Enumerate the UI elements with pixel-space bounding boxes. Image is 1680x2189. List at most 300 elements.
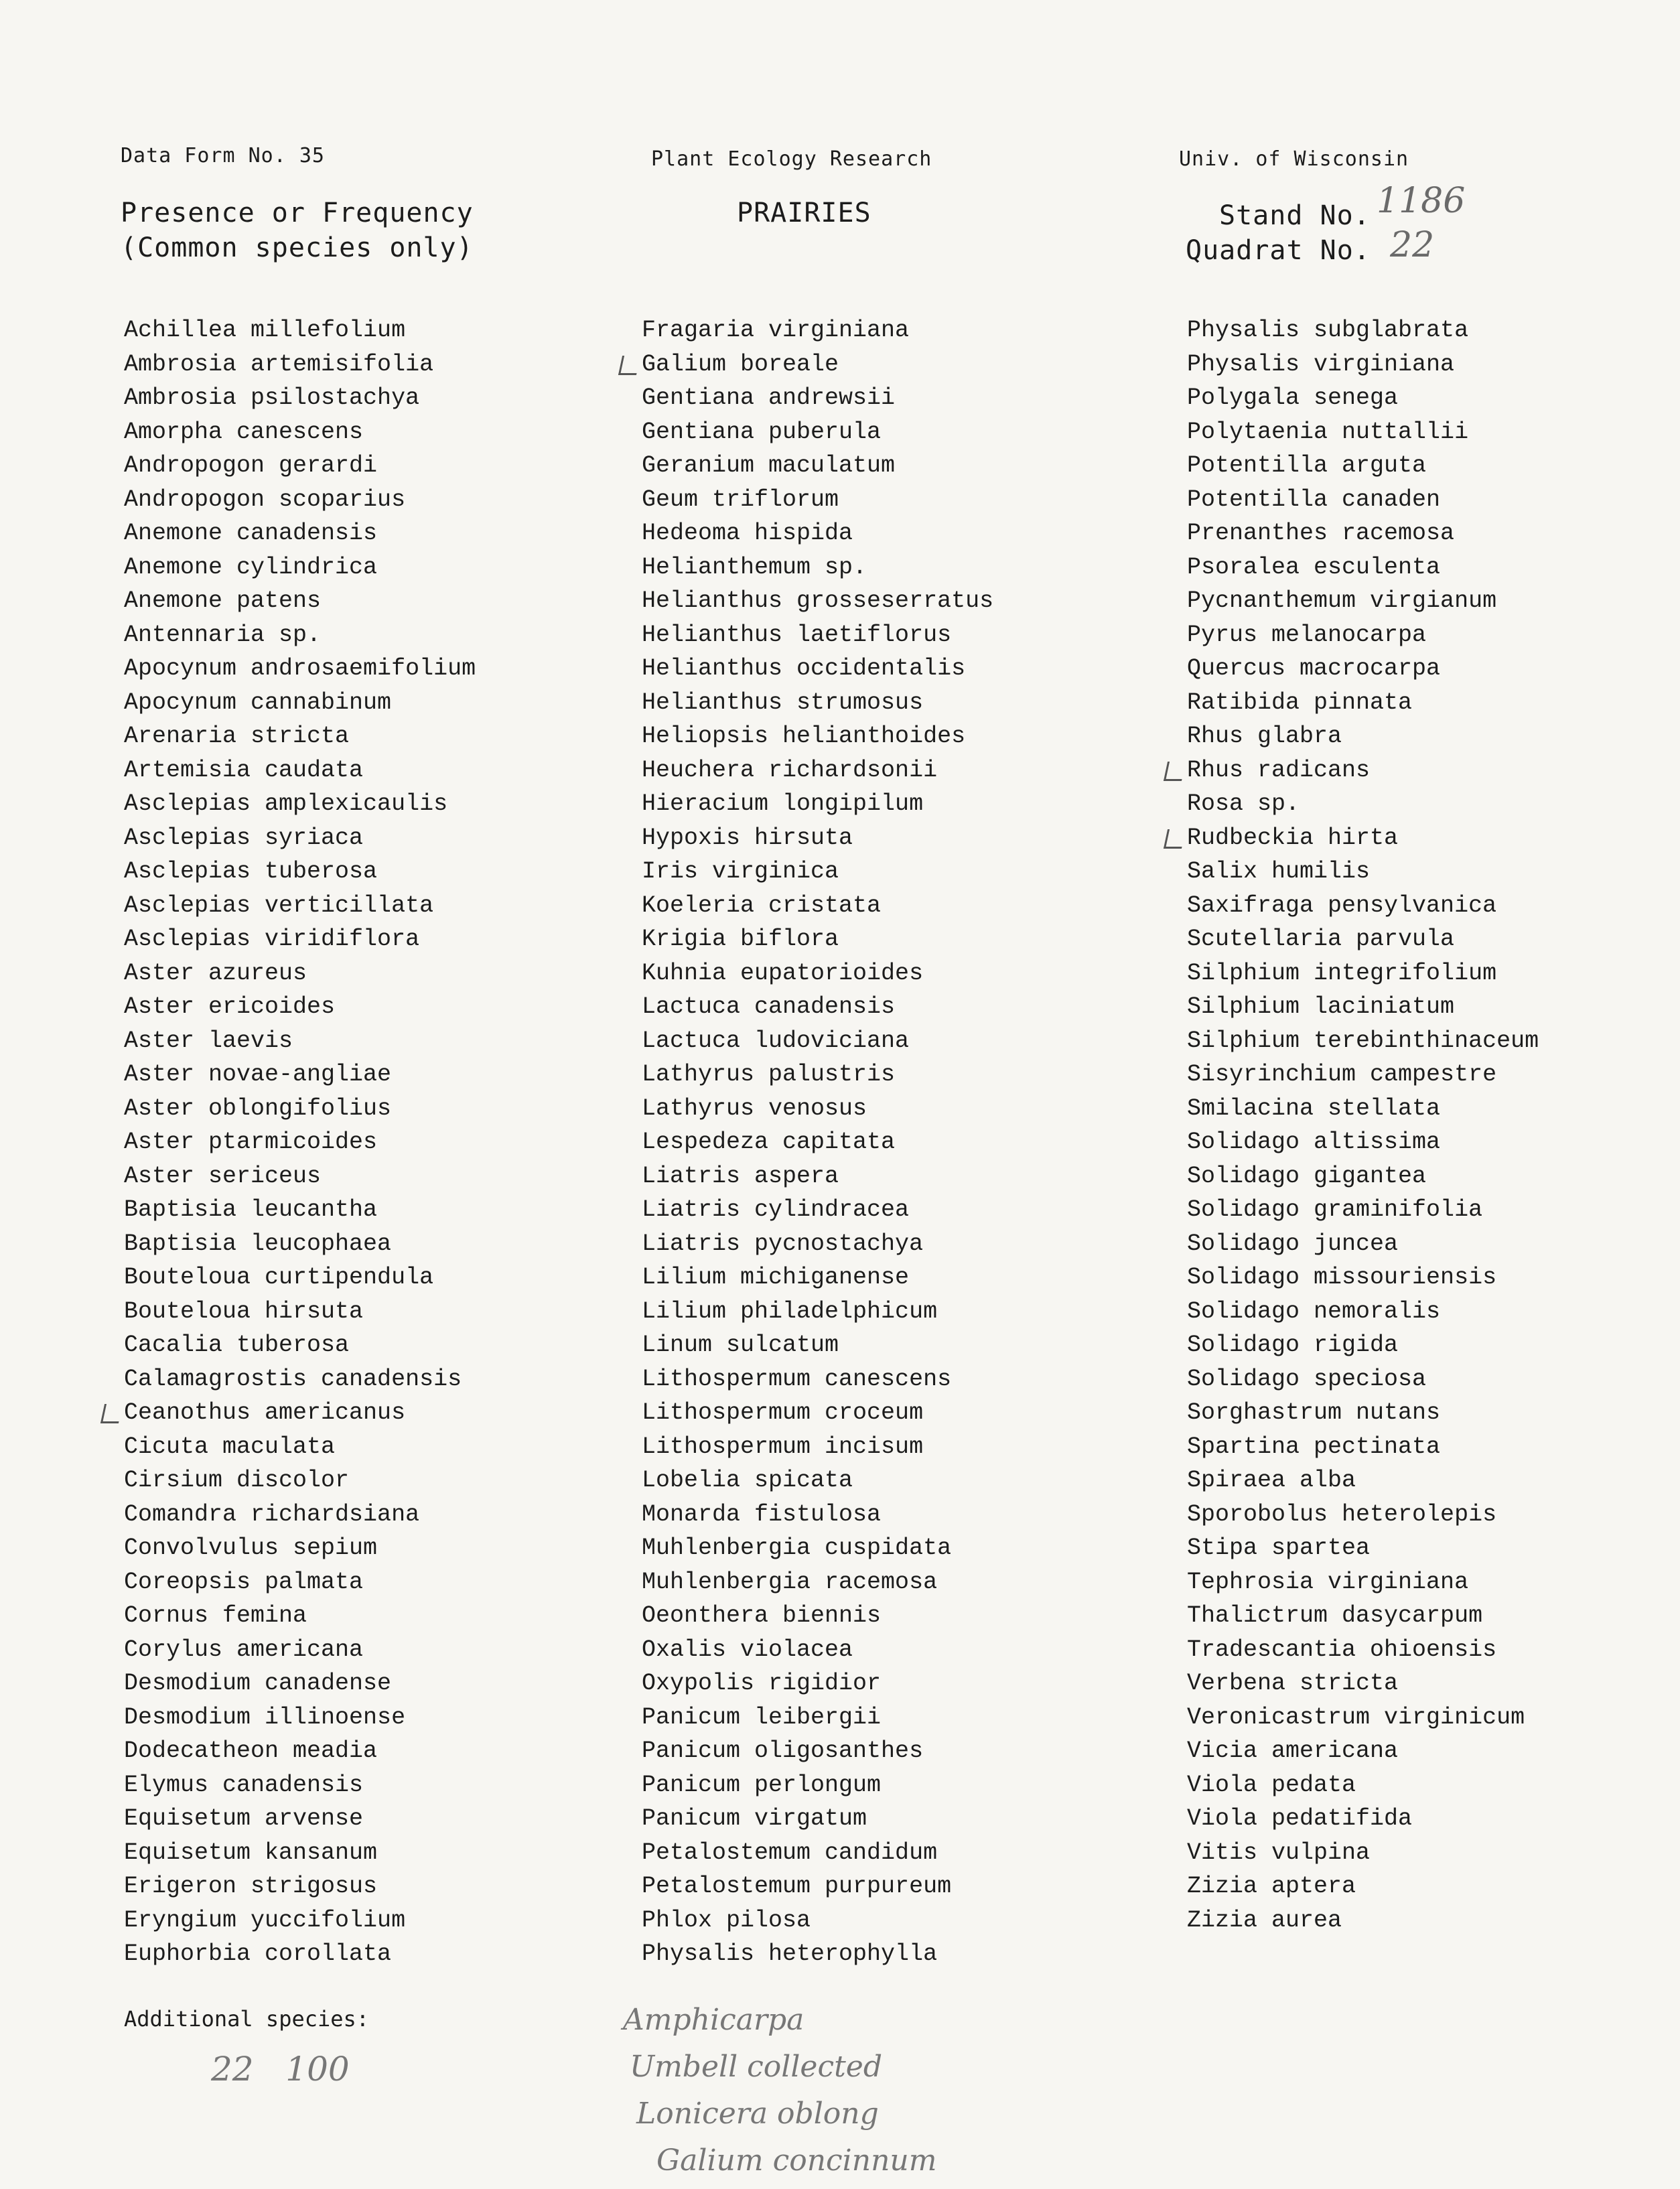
- species-name: Anemone cylindrica: [124, 553, 378, 581]
- species-item: [642, 957, 993, 991]
- stand-number: 1186: [1377, 181, 1466, 221]
- species-name: Tradescantia ohioensis: [1187, 1636, 1497, 1663]
- species-item: [642, 1869, 993, 1904]
- species-item: [642, 787, 993, 821]
- species-item: [1187, 449, 1539, 483]
- species-name: Rhus radicans: [1187, 756, 1371, 784]
- species-item: [1187, 1464, 1539, 1498]
- species-item: [1187, 1193, 1539, 1227]
- species-item: [1187, 1159, 1539, 1194]
- species-name: Solidago juncea: [1187, 1230, 1399, 1257]
- species-item: [1187, 1261, 1539, 1295]
- species-name: Liatris aspera: [642, 1162, 839, 1190]
- species-name: Ambrosia psilostachya: [124, 384, 420, 411]
- check-mark-icon: [1164, 762, 1186, 781]
- species-name: Artemisia caudata: [124, 756, 364, 784]
- species-item: [642, 516, 993, 551]
- species-name: Lilium michiganense: [642, 1264, 910, 1291]
- species-item: [124, 1531, 476, 1565]
- species-name: Koeleria cristata: [642, 892, 882, 919]
- species-name: Liatris cylindracea: [642, 1196, 910, 1223]
- species-item: [124, 754, 476, 788]
- species-item: [642, 1295, 993, 1329]
- species-name: Lithospermum croceum: [642, 1399, 924, 1426]
- species-item: [124, 855, 476, 889]
- species-name: Solidago missouriensis: [1187, 1264, 1497, 1291]
- species-name: Panicum leibergii: [642, 1703, 882, 1731]
- species-name: Bouteloua hirsuta: [124, 1297, 364, 1325]
- species-name: Dodecatheon meadia: [124, 1738, 378, 1764]
- species-name: Asclepias verticillata: [124, 892, 434, 919]
- species-name: Comandra richardsiana: [124, 1500, 420, 1528]
- species-name: Aster sericeus: [124, 1162, 322, 1190]
- species-name: Salix humilis: [1187, 858, 1371, 885]
- species-item: [642, 584, 993, 618]
- species-name: Prenanthes racemosa: [1187, 520, 1455, 547]
- species-item: [642, 922, 993, 957]
- species-item: [124, 719, 476, 754]
- species-item: [1187, 1869, 1539, 1904]
- species-item: [124, 1362, 476, 1397]
- species-item: [124, 516, 476, 551]
- species-column-1: [124, 313, 476, 1971]
- species-item: [124, 652, 476, 686]
- species-name: Sisyrinchium campestre: [1187, 1061, 1497, 1088]
- species-name: Lespedeza capitata: [642, 1129, 896, 1155]
- species-item: [1187, 1092, 1539, 1126]
- species-item: [1187, 1734, 1539, 1768]
- species-item: [1187, 584, 1539, 618]
- species-item: [124, 1328, 476, 1362]
- species-item: [642, 821, 993, 855]
- species-name: Cicuta maculata: [124, 1433, 336, 1460]
- species-item: [124, 313, 476, 348]
- species-name: Amorpha canescens: [124, 418, 364, 445]
- species-item: [1187, 957, 1539, 991]
- species-name: Oxypolis rigidior: [642, 1670, 882, 1697]
- species-name: Phlox pilosa: [642, 1906, 811, 1934]
- species-name: Bouteloua curtipendula: [124, 1264, 434, 1291]
- species-name: Euphorbia corollata: [124, 1940, 392, 1967]
- species-item: [642, 1836, 993, 1870]
- species-name: Rosa sp.: [1187, 790, 1300, 817]
- species-name: Hieracium longipilum: [642, 790, 924, 817]
- species-item: [124, 1396, 476, 1430]
- species-name: Andropogon scoparius: [124, 486, 406, 513]
- species-name: Equisetum arvense: [124, 1805, 364, 1832]
- species-item: [642, 1937, 993, 1971]
- species-name: Physalis subglabrata: [1187, 317, 1469, 344]
- species-item: [1187, 821, 1539, 855]
- species-name: Geum triflorum: [642, 486, 839, 513]
- species-name: Lathyrus venosus: [642, 1094, 867, 1122]
- organization: Plant Ecology Research: [651, 147, 932, 171]
- species-name: Hedeoma hispida: [642, 520, 853, 547]
- species-name: Anemone patens: [124, 587, 322, 614]
- species-name: Pyrus melanocarpa: [1187, 621, 1427, 648]
- species-name: Solidago graminifolia: [1187, 1196, 1483, 1223]
- species-name: Andropogon gerardi: [124, 452, 378, 479]
- species-item: [124, 957, 476, 991]
- species-name: Ceanothus americanus: [124, 1399, 406, 1426]
- check-mark-icon: [1164, 829, 1186, 849]
- species-name: Solidago nemoralis: [1187, 1297, 1441, 1325]
- species-item: [1187, 1633, 1539, 1667]
- species-item: [1187, 1396, 1539, 1430]
- handwritten-numbers: 22 100: [211, 2050, 350, 2089]
- species-item: [124, 551, 476, 585]
- species-item: [1187, 1667, 1539, 1701]
- species-name: Solidago altissima: [1187, 1129, 1441, 1155]
- species-item: [642, 1734, 993, 1768]
- species-item: [124, 1261, 476, 1295]
- species-item: [642, 1193, 993, 1227]
- species-item: [1187, 483, 1539, 517]
- handwritten-species-1: Amphicarpa: [623, 2003, 804, 2037]
- species-name: Viola pedatifida: [1187, 1805, 1413, 1832]
- check-mark-icon: [618, 356, 640, 375]
- species-name: Ratibida pinnata: [1187, 689, 1413, 716]
- species-item: [1187, 787, 1539, 821]
- species-item: [124, 1937, 476, 1971]
- species-name: Hypoxis hirsuta: [642, 824, 853, 851]
- species-name: Zizia aurea: [1187, 1906, 1342, 1934]
- species-name: Coreopsis palmata: [124, 1568, 364, 1596]
- species-item: [124, 922, 476, 957]
- species-name: Potentilla canaden: [1187, 486, 1441, 513]
- species-item: [642, 1768, 993, 1803]
- species-name: Aster oblongifolius: [124, 1094, 392, 1122]
- species-item: [642, 618, 993, 652]
- species-item: [642, 889, 993, 923]
- species-item: [642, 551, 993, 585]
- species-item: [1187, 922, 1539, 957]
- species-name: Muhlenbergia cuspidata: [642, 1535, 952, 1561]
- species-name: Krigia biflora: [642, 926, 839, 952]
- form-number: Data Form No. 35: [121, 144, 325, 167]
- species-item: [1187, 990, 1539, 1024]
- species-item: [1187, 313, 1539, 348]
- university: Univ. of Wisconsin: [1179, 147, 1409, 171]
- species-name: Iris virginica: [642, 858, 839, 885]
- species-name: Silphium laciniatum: [1187, 993, 1455, 1020]
- species-name: Lithospermum incisum: [642, 1433, 924, 1460]
- species-item: [124, 1904, 476, 1938]
- species-item: [1187, 754, 1539, 788]
- species-item: [1187, 1802, 1539, 1836]
- species-item: [124, 584, 476, 618]
- species-name: Kuhnia eupatorioides: [642, 959, 924, 987]
- species-item: [124, 1498, 476, 1532]
- species-item: [1187, 1227, 1539, 1261]
- species-item: [124, 1227, 476, 1261]
- species-item: [1187, 1565, 1539, 1600]
- species-name: Petalostemum candidum: [642, 1839, 938, 1866]
- species-name: Smilacina stellata: [1187, 1094, 1441, 1122]
- species-item: [1187, 1701, 1539, 1735]
- species-item: [1187, 652, 1539, 686]
- species-name: Calamagrostis canadensis: [124, 1365, 462, 1393]
- species-column-2: [642, 313, 993, 1971]
- species-name: Verbena stricta: [1187, 1670, 1399, 1697]
- species-item: [124, 1633, 476, 1667]
- species-item: [1187, 516, 1539, 551]
- species-item: [642, 1396, 993, 1430]
- species-item: [1187, 348, 1539, 382]
- species-column-3: [1187, 313, 1539, 1937]
- species-name: Elymus canadensis: [124, 1771, 364, 1798]
- handwritten-species-4: Galium concinnum: [656, 2143, 937, 2178]
- species-item: [642, 1058, 993, 1092]
- species-name: Lilium philadelphicum: [642, 1297, 938, 1325]
- species-name: Galium boreale: [642, 350, 839, 378]
- species-item: [642, 1498, 993, 1532]
- species-item: [124, 889, 476, 923]
- species-item: [124, 821, 476, 855]
- species-name: Asclepias viridiflora: [124, 926, 420, 952]
- species-item: [642, 1667, 993, 1701]
- species-name: Lactuca ludoviciana: [642, 1027, 910, 1054]
- species-item: [642, 415, 993, 449]
- species-name: Zizia aptera: [1187, 1873, 1356, 1900]
- species-name: Thalictrum dasycarpum: [1187, 1602, 1483, 1629]
- species-name: Tephrosia virginiana: [1187, 1568, 1469, 1596]
- species-name: Desmodium canadense: [124, 1670, 392, 1697]
- species-name: Asclepias amplexicaulis: [124, 790, 448, 817]
- check-mark-icon: [100, 1404, 123, 1423]
- species-item: [642, 855, 993, 889]
- species-name: Eryngium yuccifolium: [124, 1906, 406, 1934]
- species-name: Physalis virginiana: [1187, 350, 1455, 378]
- species-name: Cacalia tuberosa: [124, 1332, 350, 1358]
- species-name: Desmodium illinoense: [124, 1703, 406, 1731]
- species-item: [1187, 1599, 1539, 1633]
- species-item: [124, 415, 476, 449]
- species-name: Physalis heterophylla: [642, 1940, 938, 1967]
- species-item: [642, 719, 993, 754]
- species-item: [642, 754, 993, 788]
- species-item: [124, 1701, 476, 1735]
- quadrat-number: 22: [1390, 225, 1435, 265]
- species-name: Helianthemum sp.: [642, 553, 867, 581]
- species-item: [1187, 618, 1539, 652]
- species-item: [124, 1193, 476, 1227]
- species-name: Silphium terebinthinaceum: [1187, 1027, 1539, 1054]
- species-item: [1187, 1024, 1539, 1058]
- species-item: [642, 1599, 993, 1633]
- species-item: [124, 348, 476, 382]
- handwritten-species-3: Lonicera oblong: [636, 2097, 879, 2131]
- species-name: Apocynum androsaemifolium: [124, 655, 476, 682]
- species-item: [642, 449, 993, 483]
- species-item: [124, 1464, 476, 1498]
- species-item: [642, 1565, 993, 1600]
- species-name: Spartina pectinata: [1187, 1433, 1441, 1460]
- species-item: [1187, 1836, 1539, 1870]
- species-name: Heuchera richardsonii: [642, 756, 938, 784]
- species-item: [124, 1836, 476, 1870]
- species-name: Corylus americana: [124, 1636, 364, 1663]
- species-name: Lactuca canadensis: [642, 993, 896, 1020]
- species-name: Saxifraga pensylvanica: [1187, 892, 1497, 919]
- species-item: [642, 1261, 993, 1295]
- species-item: [642, 1092, 993, 1126]
- species-item: [124, 1295, 476, 1329]
- species-item: [1187, 1498, 1539, 1532]
- species-name: Helianthus occidentalis: [642, 655, 966, 682]
- species-name: Psoralea esculenta: [1187, 553, 1441, 581]
- species-item: [642, 1464, 993, 1498]
- species-item: [124, 1159, 476, 1194]
- species-item: [642, 1159, 993, 1194]
- species-item: [1187, 381, 1539, 415]
- species-name: Helianthus laetiflorus: [642, 621, 952, 648]
- species-name: Scutellaria parvula: [1187, 926, 1455, 952]
- species-item: [642, 1362, 993, 1397]
- species-name: Aster ptarmicoides: [124, 1129, 378, 1155]
- species-name: Gentiana puberula: [642, 418, 882, 445]
- species-item: [124, 1869, 476, 1904]
- species-name: Polytaenia nuttallii: [1187, 418, 1469, 445]
- species-item: [124, 1092, 476, 1126]
- species-name: Silphium integrifolium: [1187, 959, 1497, 987]
- species-name: Aster laevis: [124, 1027, 293, 1054]
- species-item: [124, 1024, 476, 1058]
- species-item: [1187, 686, 1539, 720]
- species-name: Rhus glabra: [1187, 723, 1342, 750]
- species-name: Helianthus strumosus: [642, 689, 924, 716]
- species-item: [642, 652, 993, 686]
- species-name: Solidago gigantea: [1187, 1162, 1427, 1190]
- species-name: Oeonthera biennis: [642, 1602, 882, 1629]
- species-item: [1187, 1430, 1539, 1464]
- species-item: [124, 1599, 476, 1633]
- species-item: [642, 1633, 993, 1667]
- species-name: Liatris pycnostachya: [642, 1230, 924, 1257]
- species-item: [642, 1802, 993, 1836]
- additional-species-label: Additional species:: [124, 2006, 370, 2032]
- species-item: [642, 990, 993, 1024]
- species-name: Cornus femina: [124, 1602, 307, 1629]
- species-name: Petalostemum purpureum: [642, 1873, 952, 1900]
- species-name: Aster ericoides: [124, 993, 336, 1020]
- title-common-species: (Common species only): [121, 232, 474, 263]
- species-name: Pycnanthemum virgianum: [1187, 587, 1497, 614]
- species-name: Panicum perlongum: [642, 1771, 882, 1798]
- species-item: [124, 381, 476, 415]
- species-item: [642, 1227, 993, 1261]
- species-name: Spiraea alba: [1187, 1467, 1356, 1494]
- species-item: [1187, 1531, 1539, 1565]
- species-item: [642, 1328, 993, 1362]
- species-item: [124, 483, 476, 517]
- species-item: [124, 787, 476, 821]
- species-name: Convolvulus sepium: [124, 1535, 378, 1561]
- species-item: [124, 1734, 476, 1768]
- species-name: Heliopsis helianthoides: [642, 723, 966, 750]
- species-name: Panicum oligosanthes: [642, 1738, 924, 1764]
- species-item: [642, 483, 993, 517]
- species-name: Lobelia spicata: [642, 1467, 853, 1494]
- species-item: [124, 449, 476, 483]
- species-name: Sorghastrum nutans: [1187, 1399, 1441, 1426]
- species-item: [124, 1667, 476, 1701]
- species-name: Helianthus grosseserratus: [642, 587, 994, 614]
- species-name: Erigeron strigosus: [124, 1873, 378, 1900]
- species-name: Lathyrus palustris: [642, 1061, 896, 1088]
- species-name: Anemone canadensis: [124, 520, 378, 547]
- species-name: Cirsium discolor: [124, 1467, 350, 1494]
- species-item: [1187, 1362, 1539, 1397]
- species-item: [1187, 1295, 1539, 1329]
- species-name: Oxalis violacea: [642, 1636, 853, 1663]
- species-item: [124, 686, 476, 720]
- species-item: [124, 1125, 476, 1159]
- species-item: [124, 1802, 476, 1836]
- species-name: Rudbeckia hirta: [1187, 824, 1399, 851]
- species-item: [642, 686, 993, 720]
- species-name: Apocynum cannabinum: [124, 689, 392, 716]
- species-name: Potentilla arguta: [1187, 452, 1427, 479]
- species-item: [1187, 551, 1539, 585]
- species-name: Solidago rigida: [1187, 1332, 1399, 1358]
- title-prairies: PRAIRIES: [737, 198, 871, 228]
- species-item: [642, 1904, 993, 1938]
- species-name: Vicia americana: [1187, 1738, 1399, 1764]
- species-name: Sporobolus heterolepis: [1187, 1500, 1497, 1528]
- species-name: Antennaria sp.: [124, 621, 322, 648]
- species-name: Ambrosia artemisifolia: [124, 350, 434, 378]
- species-item: [124, 1058, 476, 1092]
- species-item: [124, 990, 476, 1024]
- species-name: Asclepias tuberosa: [124, 858, 378, 885]
- species-name: Geranium maculatum: [642, 452, 896, 479]
- species-item: [124, 1768, 476, 1803]
- species-item: [1187, 719, 1539, 754]
- species-name: Gentiana andrewsii: [642, 384, 896, 411]
- species-item: [642, 1701, 993, 1735]
- species-name: Veronicastrum virginicum: [1187, 1703, 1525, 1731]
- species-name: Panicum virgatum: [642, 1805, 867, 1832]
- stand-label: Stand No.: [1219, 200, 1371, 231]
- species-name: Quercus macrocarpa: [1187, 655, 1441, 682]
- species-name: Arenaria stricta: [124, 723, 350, 750]
- species-name: Vitis vulpina: [1187, 1839, 1371, 1866]
- species-item: [1187, 889, 1539, 923]
- species-name: Monarda fistulosa: [642, 1500, 882, 1528]
- species-item: [642, 1531, 993, 1565]
- handwritten-species-2: Umbell collected: [630, 2050, 882, 2084]
- species-name: Linum sulcatum: [642, 1332, 839, 1358]
- species-name: Polygala senega: [1187, 384, 1399, 411]
- species-item: [1187, 1058, 1539, 1092]
- species-item: [642, 313, 993, 348]
- species-item: [124, 1565, 476, 1600]
- species-name: Fragaria virginiana: [642, 317, 910, 344]
- species-item: [642, 1430, 993, 1464]
- species-name: Stipa spartea: [1187, 1535, 1371, 1561]
- species-name: Viola pedata: [1187, 1771, 1356, 1798]
- species-name: Aster novae-angliae: [124, 1061, 392, 1088]
- species-name: Muhlenbergia racemosa: [642, 1568, 938, 1596]
- species-item: [1187, 415, 1539, 449]
- species-name: Asclepias syriaca: [124, 824, 364, 851]
- title-presence: Presence or Frequency: [121, 198, 474, 228]
- species-item: [124, 1430, 476, 1464]
- species-item: [1187, 1768, 1539, 1803]
- species-item: [642, 381, 993, 415]
- species-item: [1187, 1125, 1539, 1159]
